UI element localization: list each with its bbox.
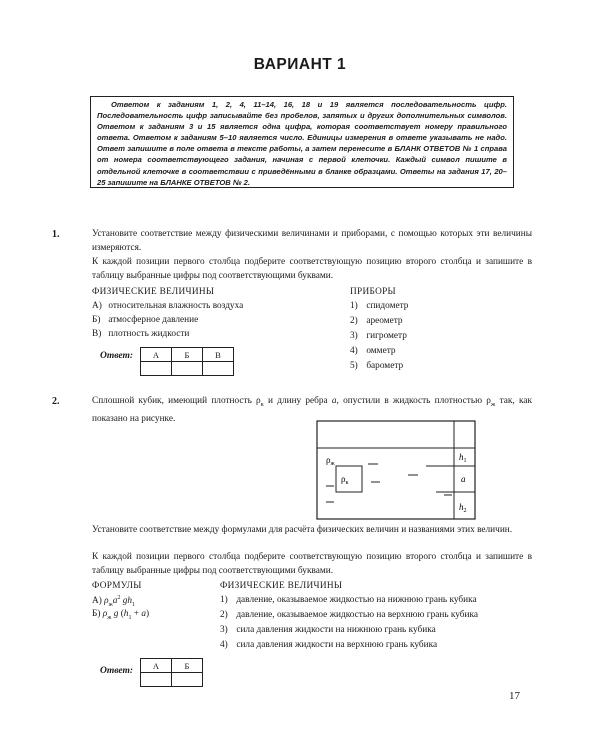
h2-label: $h_2$	[459, 502, 467, 514]
item-key: 4)	[220, 640, 228, 650]
q2-answer-label: Ответ:	[100, 666, 134, 676]
answer-cell[interactable]	[141, 362, 172, 376]
vessel-outline	[317, 421, 475, 519]
answer-cell[interactable]	[141, 673, 172, 687]
instructions-box	[90, 96, 514, 188]
text-part: так, как показано на рисунке.	[92, 396, 532, 424]
question-2-instruction-1: Установите соответствие между формулами для расчёта физических величин и названиями этих величин.	[92, 525, 513, 535]
answer-col-header: Б	[172, 348, 203, 362]
q1-answer-label: Ответ:	[100, 351, 134, 361]
answer-col-header: А	[141, 348, 172, 362]
q1-answer-table	[140, 347, 234, 376]
item-key: 5)	[350, 361, 358, 371]
item-text: барометр	[366, 361, 404, 371]
question-2-instruction-2: К каждой позиции первого столбца подберите соответствующую позицию второго столбца и запишите в таблицу выбранные цифры под соответствующими буквами.	[92, 552, 532, 576]
q1-left-item	[92, 301, 243, 311]
text-var: a	[331, 396, 337, 406]
formula-a: А) $\rho_жa^2$ $gh_1$	[92, 595, 136, 608]
answer-col-header: В	[203, 348, 234, 362]
item-text: гигрометр	[366, 331, 407, 341]
item-text: плотность жидкости	[108, 329, 190, 339]
formula-b: Б) $\rho_ж$ g $(h_1 + a)$	[92, 609, 150, 621]
item-text: давление, оказываемое жидкостью на нижнюю грань кубика	[236, 595, 477, 605]
q1-left-item	[92, 329, 189, 339]
item-text: сила давления жидкости на нижнюю грань кубика	[236, 625, 436, 635]
text-part: Сплошной кубик, имеющий плотность ρ	[92, 396, 261, 406]
answer-col-header: А	[141, 659, 172, 673]
question-1-text: Установите соответствие между физическими величинами и приборами, с помощью которых эти величины измеряются.	[92, 229, 532, 253]
rho-cube-label: $\rho_к$	[341, 474, 349, 486]
item-text: давление, оказываемое жидкостью на верхнюю грань кубика	[236, 610, 479, 620]
text-sub: к	[260, 400, 264, 408]
item-text: ареометр	[366, 316, 403, 326]
q2-right-item	[220, 640, 437, 650]
item-text: сила давления жидкости на верхнюю грань кубика	[236, 640, 438, 650]
q1-right-item	[350, 331, 407, 341]
answer-cell[interactable]	[172, 362, 203, 376]
item-text: относительная влажность воздуха	[108, 301, 244, 311]
item-key: А)	[92, 596, 102, 607]
text-part: , опустили в жидкость плотностью ρ	[336, 396, 491, 406]
q2-right-item	[220, 610, 478, 620]
item-key: А)	[92, 301, 102, 311]
page-number: 17	[509, 690, 520, 702]
question-1-instruction: К каждой позиции первого столбца подберите соответствующую позицию второго столбца и запишите в таблицу выбранные цифры под соответствующими буквами.	[92, 257, 532, 281]
q2-right-item	[220, 595, 477, 605]
item-key: 1)	[350, 301, 358, 311]
q1-right-item	[350, 316, 403, 326]
q1-left-item	[92, 315, 198, 325]
q1-right-header: ПРИБОРЫ	[350, 287, 396, 297]
item-text: атмосферное давление	[108, 315, 199, 325]
item-key: В)	[92, 329, 102, 339]
q2-left-header: ФОРМУЛЫ	[92, 581, 142, 591]
answer-cell[interactable]	[172, 673, 203, 687]
answer-cell[interactable]	[203, 362, 234, 376]
variant-title: ВАРИАНТ 1	[253, 56, 347, 73]
rho-liquid-label: $\rho_ж$	[326, 455, 335, 467]
cube-in-liquid-figure	[316, 420, 516, 520]
h1-label: $h_1$	[459, 452, 467, 464]
cube	[336, 466, 362, 492]
answer-col-header: Б	[172, 659, 203, 673]
item-key: 2)	[350, 316, 358, 326]
q1-right-item	[350, 301, 408, 311]
item-key: 2)	[220, 610, 228, 620]
q1-right-item	[350, 346, 396, 356]
item-text: спидометр	[366, 301, 409, 311]
item-text: омметр	[366, 346, 396, 356]
q1-right-item	[350, 361, 403, 371]
item-key: 4)	[350, 346, 358, 356]
item-key: Б)	[92, 315, 101, 325]
text-part: и длину ребра	[263, 396, 332, 406]
item-key: Б)	[92, 609, 101, 619]
text-sub: ж	[490, 400, 496, 408]
item-key: 1)	[220, 595, 228, 605]
q2-right-header: ФИЗИЧЕСКИЕ ВЕЛИЧИНЫ	[220, 581, 343, 591]
instructions-text: Ответом к заданиям 1, 2, 4, 11–14, 16, 18 и 19 является последовательность цифр. Последовательность цифр записывайте без пробелов, запятых и других дополнительных символов. Ответом к заданиям 3 и 15 является одна цифра, которая соответствует номеру правильного ответа. Ответом к заданиям 5–10 является число. Единицы измерения в ответе указывать не надо. Ответ запишите в поле ответа в тексте работы, а затем перенесите в БЛАНК ОТВЕТОВ № 1 справа от номера соответствующего задания, начиная с первой клеточки. Каждый символ пишите в отдельной клеточке в соответствии с приведёнными в бланке образцами. Ответы на задания 17, 20–25 запишите на БЛАНКЕ ОТВЕТОВ № 2.	[97, 100, 507, 187]
question-2-number: 2.	[52, 396, 60, 407]
q2-right-item	[220, 625, 436, 635]
question-1-number: 1.	[52, 229, 60, 240]
item-key: 3)	[220, 625, 228, 635]
a-label: a	[461, 474, 466, 484]
q2-answer-table	[140, 658, 203, 687]
item-key: 3)	[350, 331, 358, 341]
q1-left-header: ФИЗИЧЕСКИЕ ВЕЛИЧИНЫ	[92, 287, 215, 297]
